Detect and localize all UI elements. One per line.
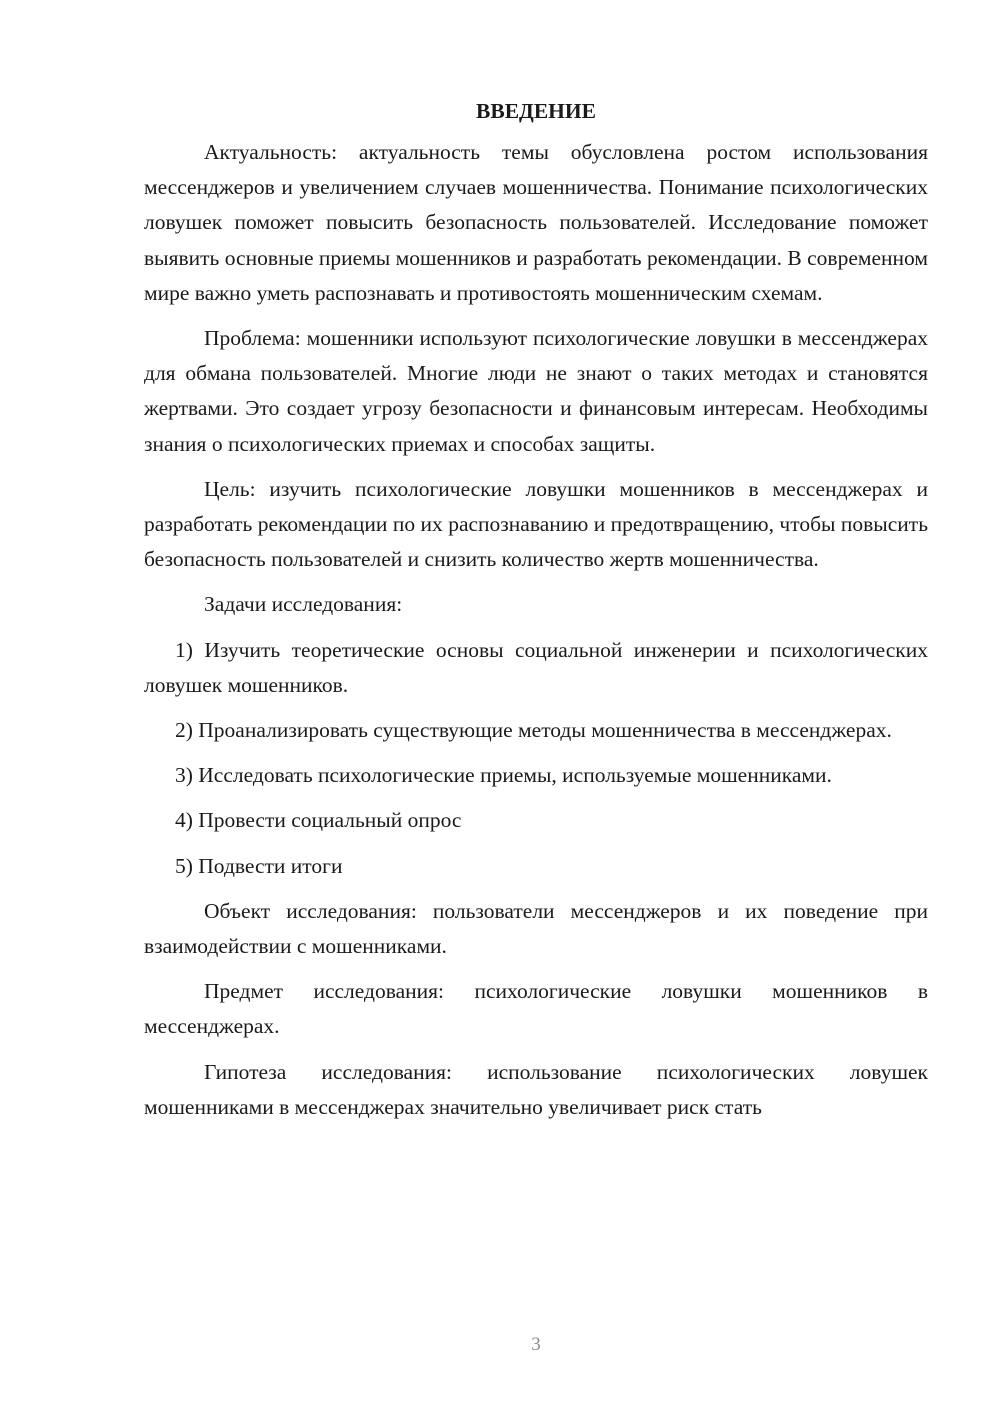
page-title: ВВЕДЕНИЕ: [476, 99, 596, 123]
subject-paragraph: Предмет исследования: психологические ловушки мошенников в мессенджерах.: [144, 979, 928, 1039]
object-paragraph: Объект исследования: пользователи мессенджеров и их поведение при взаимодействии с мошенниками.: [144, 898, 928, 959]
tasks-heading: Задачи исследования:: [204, 592, 403, 617]
task-item-4: 4) Провести социальный опрос: [175, 808, 462, 833]
task-item-2: 2) Проанализировать существующие методы мошенничества в мессенджерах.: [175, 718, 892, 743]
hypothesis-paragraph: Гипотеза исследования: использование психологических ловушек мошенниками в мессенджерах значительно увеличивает риск стать: [144, 1059, 928, 1119]
document-page: [144, 95, 928, 1135]
task-item-3: 3) Исследовать психологические приемы, используемые мошенниками.: [175, 763, 832, 788]
task-item-1: 1) Изучить теоретические основы социальной инженерии и психологических ловушек мошенников.: [144, 637, 928, 697]
goal-paragraph: Цель: изучить психологические ловушки мошенников в мессенджерах и разработать рекомендации по их распознаванию и предотвращению, чтобы повысить безопасность пользователей и снизить количество жертв мошенничества.: [144, 476, 928, 572]
problem-paragraph: Проблема: мошенники используют психологические ловушки в мессенджерах для обмана пользователей. Многие люди не знают о таких методах и становятся жертвами. Это создает угрозу безопасности и финансовым интересам. Необходимы знания о психологических приемах и способах защиты.: [144, 326, 928, 456]
task-item-5: 5) Подвести итоги: [175, 853, 343, 878]
page-number: 3: [531, 1334, 541, 1355]
relevance-paragraph: Актуальность: актуальность темы обусловлена ростом использования мессенджеров и увеличением случаев мошенничества. Понимание психологических ловушек поможет повысить безопасность пользователей. Исследование поможет выявить основные приемы мошенников и разработать рекомендации. В современном мире важно уметь распознавать и противостоять мошенническим схемам.: [144, 140, 928, 305]
